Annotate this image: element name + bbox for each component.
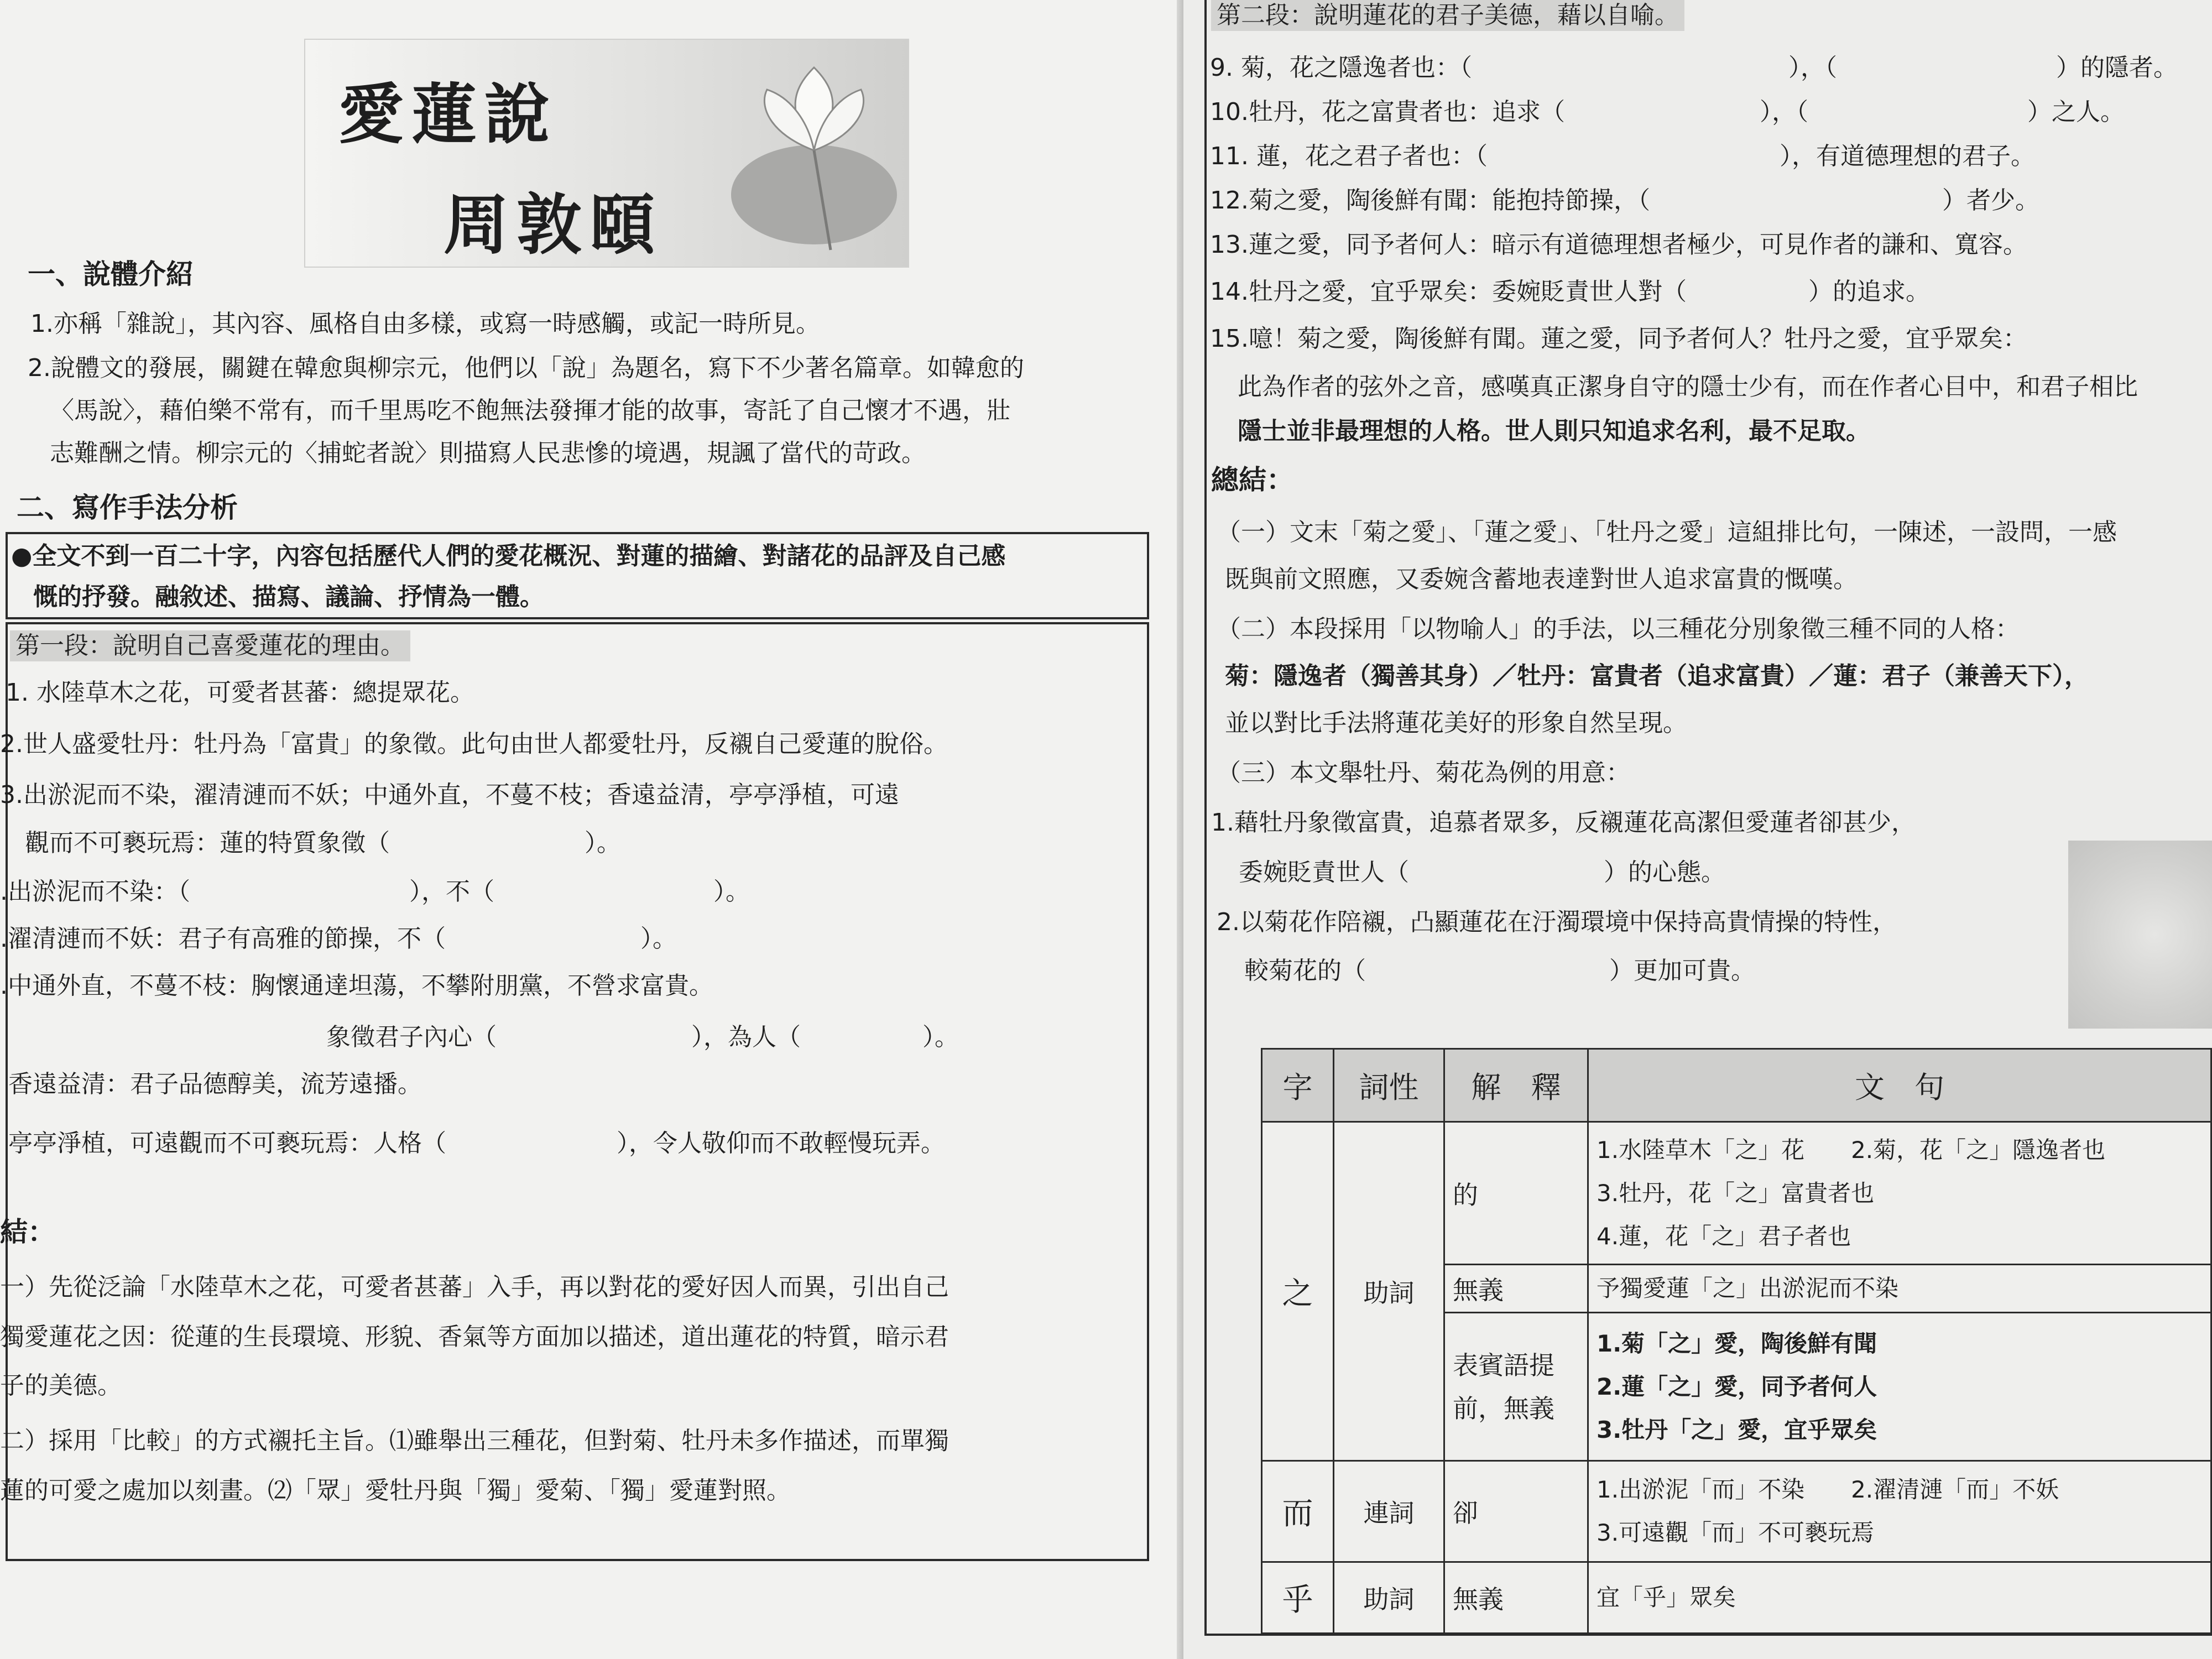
vocabulary-table xyxy=(1261,1048,2212,1634)
genre-point-2-line2: 〈馬說〉，藉伯樂不常有，而千里馬吃不飽無法發揮才能的故事，寄託了自己懷才不遇，壯 xyxy=(50,397,1011,425)
lotus-illustration-icon xyxy=(720,45,902,255)
essay-author: 周敦頤 xyxy=(444,186,663,263)
analysis-item-4: .出淤泥而不染：（ ），不（ ）。 xyxy=(0,878,750,906)
summary-right-3: （三）本文舉牡丹、菊花為例的用意： xyxy=(1217,759,1630,787)
examples-de xyxy=(1588,1122,2211,1265)
analysis-item-15-line3: 隱士並非最理想的人格。世人則只知追求名利，最不足取。 xyxy=(1238,417,1870,445)
summary-right-1-line2: 既與前文照應，又委婉含蓄地表達對世人追求富貴的慨嘆。 xyxy=(1225,565,1858,593)
analysis-item-9: 9. 菊，花之隱逸者也：（ ），（ ）的隱者。 xyxy=(1210,54,2178,82)
title-banner xyxy=(304,39,909,268)
table-row xyxy=(1262,1562,2211,1634)
examples-object-preposed xyxy=(1588,1312,2211,1461)
flower-illustration-icon xyxy=(2068,841,2212,1029)
summary-right-3-2-line1: 2.以菊花作陪襯，凸顯蓮花在汙濁環境中保持高貴情操的特性， xyxy=(1217,908,1897,936)
analysis-item-11: 11. 蓮，花之君子者也：（ ），有道德理想的君子。 xyxy=(1210,142,2035,170)
def-hu: 無義 xyxy=(1444,1562,1588,1634)
analysis-item-7: 香遠益清：君子品德醇美，流芳遠播。 xyxy=(8,1070,422,1098)
example-line: 1.水陸草木「之」花 2.菊，花「之」隱逸者也 xyxy=(1597,1136,2106,1164)
header-example: 文 句 xyxy=(1588,1049,2211,1122)
def-object-preposed: 表賓語提前，無義 xyxy=(1444,1312,1588,1461)
section-heading-technique: 二、寫作手法分析 xyxy=(17,492,238,524)
analysis-item-5: .濯清漣而不妖：君子有高雅的節操，不（ ）。 xyxy=(0,925,677,953)
header-definition: 解 釋 xyxy=(1444,1049,1588,1122)
summary-right-1-line1: （一）文末「菊之愛」、「蓮之愛」、「牡丹之愛」這組排比句，一陳述，一設問，一感 xyxy=(1217,518,2117,546)
genre-point-2-line1: 2.說體文的發展，關鍵在韓愈與柳宗元，他們以「說」為題名，寫下不少著名篇章。如韓愈的 xyxy=(28,354,1024,382)
pos-zhi: 助詞 xyxy=(1334,1122,1444,1461)
analysis-item-15: 15.噫！菊之愛，陶後鮮有聞。蓮之愛，同予者何人？牡丹之愛，宜乎眾矣： xyxy=(1210,325,2027,353)
summary-right-3-1-line1: 1.藉牡丹象徵富貴，追慕者眾多，反襯蓮花高潔但愛蓮者卻甚少， xyxy=(1211,808,1916,837)
example-no-meaning: 予獨愛蓮「之」出淤泥而不染 xyxy=(1588,1264,2211,1312)
summary-right-2-line3: 並以對比手法將蓮花美好的形象自然呈現。 xyxy=(1225,709,1687,737)
summary-heading-right: 總結： xyxy=(1211,464,1294,496)
overview-line-2: 慨的抒發。融敘述、描寫、議論、抒情為一體。 xyxy=(33,583,544,611)
header-char: 字 xyxy=(1262,1049,1334,1122)
summary-left-line-5: 蓮的可愛之處加以刻畫。⑵「眾」愛牡丹與「獨」愛菊、「獨」愛蓮對照。 xyxy=(0,1477,791,1505)
char-zhi: 之 xyxy=(1262,1122,1334,1461)
table-row xyxy=(1262,1461,2211,1562)
summary-left-line-4: 二）採用「比較」的方式襯托主旨。⑴雖舉出三種花，但對菊、牡丹未多作描述，而單獨 xyxy=(0,1427,949,1455)
pos-er: 連詞 xyxy=(1334,1461,1444,1562)
analysis-item-1: 1. 水陸草木之花，可愛者甚蕃：總提眾花。 xyxy=(6,679,474,707)
analysis-item-13: 13.蓮之愛，同予者何人：暗示有道德理想者極少，可見作者的謙和、寬容。 xyxy=(1210,231,2027,259)
analysis-item-15-line2: 此為作者的弦外之音，感嘆真正潔身自守的隱士少有，而在作者心目中，和君子相比 xyxy=(1238,373,2138,401)
example-line: 3.牡丹「之」愛，宜乎眾矣 xyxy=(1597,1416,1877,1443)
analysis-item-10: 10.牡丹，花之富貴者也：追求（ ），（ ）之人。 xyxy=(1210,98,2125,126)
analysis-item-3-line2: 觀而不可褻玩焉：蓮的特質象徵（ ）。 xyxy=(25,829,621,857)
analysis-item-6-line1: .中通外直，不蔓不枝：胸懷通達坦蕩，不攀附朋黨，不營求富貴。 xyxy=(0,972,713,1000)
pos-hu: 助詞 xyxy=(1334,1562,1444,1634)
analysis-item-6-line2: 象徵君子內心（ ），為人（ ）。 xyxy=(326,1023,959,1051)
example-line: 4.蓮，花「之」君子者也 xyxy=(1597,1222,1851,1250)
table-row xyxy=(1262,1122,2211,1265)
analysis-item-2: 2.世人盛愛牡丹：牡丹為「富貴」的象徵。此句由世人都愛牡丹，反襯自己愛蓮的脫俗。 xyxy=(0,730,948,758)
analysis-item-12: 12.菊之愛，陶後鮮有聞：能抱持節操，（ ）者少。 xyxy=(1210,186,2039,215)
char-hu: 乎 xyxy=(1262,1562,1334,1634)
summary-left-line-1: 一）先從泛論「水陸草木之花，可愛者甚蕃」入手，再以對花的愛好因人而異，引出自己 xyxy=(0,1273,949,1301)
section-heading-genre: 一、說體介紹 xyxy=(28,258,194,290)
def-no-meaning: 無義 xyxy=(1444,1264,1588,1312)
summary-right-2-line1: （二）本段採用「以物喻人」的手法，以三種花分別象徵三種不同的人格： xyxy=(1217,615,2020,643)
analysis-item-3-line1: 3.出淤泥而不染，濯清漣而不妖；中通外直，不蔓不枝；香遠益清，亭亭淨植，可遠 xyxy=(0,781,899,809)
summary-left-line-2: 獨愛蓮花之因：從蓮的生長環境、形貌、香氣等方面加以描述，道出蓮花的特質，暗示君 xyxy=(0,1323,949,1351)
genre-point-1: 1.亦稱「雜說」，其內容、風格自由多樣，或寫一時感觸，或記一時所見。 xyxy=(30,310,820,338)
genre-point-2-line3: 志難酬之情。柳宗元的〈捕蛇者說〉則描寫人民悲慘的境遇，規諷了當代的苛政。 xyxy=(50,439,926,467)
example-line: 1.出淤泥「而」不染 2.濯清漣「而」不妖 xyxy=(1597,1476,2059,1504)
paragraph-2-label: 第二段：說明蓮花的君子美德，藉以自喻。 xyxy=(1211,0,1684,31)
example-line: 3.可遠觀「而」不可褻玩焉 xyxy=(1597,1519,1875,1547)
summary-right-3-1-line2: 委婉貶責世人（ ）的心態。 xyxy=(1239,858,1725,886)
paragraph-1-label: 第一段：說明自己喜愛蓮花的理由。 xyxy=(10,630,410,661)
summary-left-line-3: 子的美德。 xyxy=(0,1371,122,1400)
summary-right-2-line2: 菊：隱逸者（獨善其身）／牡丹：富貴者（追求富貴）／蓮：君子（兼善天下）， xyxy=(1225,662,2089,690)
summary-right-3-2-line2: 較菊花的（ ）更加可貴。 xyxy=(1244,957,1755,985)
example-line: 1.菊「之」愛，陶後鮮有聞 xyxy=(1597,1329,1877,1357)
char-er: 而 xyxy=(1262,1461,1334,1562)
header-pos: 詞性 xyxy=(1334,1049,1444,1122)
examples-er xyxy=(1588,1461,2211,1562)
example-hu: 宜「乎」眾矣 xyxy=(1588,1562,2211,1634)
essay-title: 愛蓮說 xyxy=(338,76,558,153)
table-header-row xyxy=(1262,1049,2211,1122)
def-de: 的 xyxy=(1444,1122,1588,1265)
def-que: 卻 xyxy=(1444,1461,1588,1562)
summary-heading-left: 結： xyxy=(0,1216,55,1248)
overview-line-1: ●全文不到一百二十字，內容包括歷代人們的愛花概況、對蓮的描繪、對諸花的品評及自己感 xyxy=(11,542,1006,570)
analysis-item-8: 亭亭淨植，可遠觀而不可褻玩焉：人格（ ），令人敬仰而不敢輕慢玩弄。 xyxy=(8,1129,945,1157)
analysis-item-14: 14.牡丹之愛，宜乎眾矣：委婉貶責世人對（ ）的追求。 xyxy=(1210,278,1930,306)
example-line: 2.蓮「之」愛，同予者何人 xyxy=(1597,1373,1877,1400)
example-line: 3.牡丹，花「之」富貴者也 xyxy=(1597,1179,1875,1207)
